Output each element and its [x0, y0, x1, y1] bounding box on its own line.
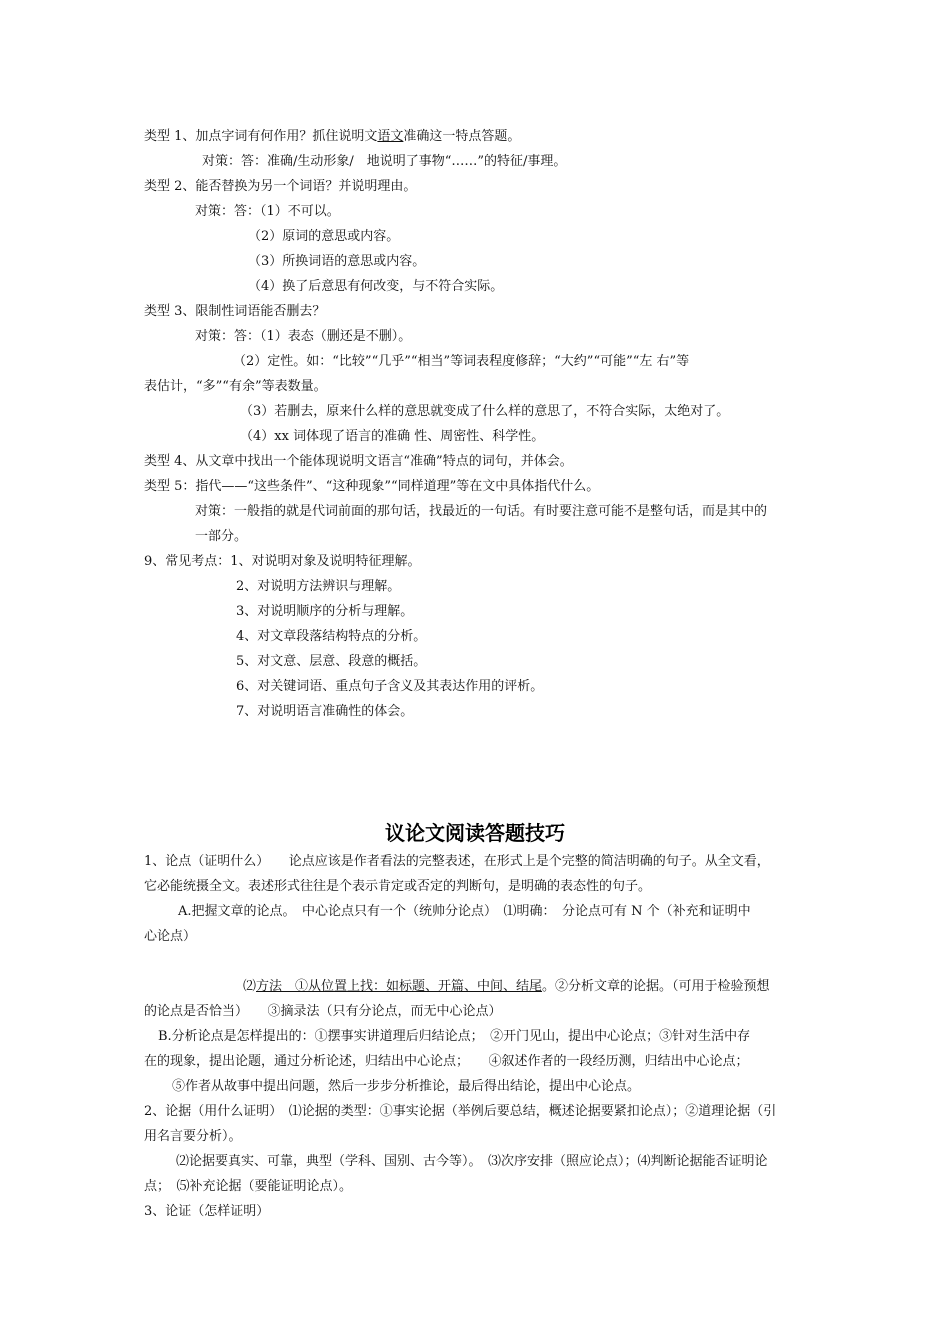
evidence-requirements-line-cont: 点； ⑸补充论据（要能证明论点）。 [144, 1179, 353, 1194]
argument-thesis-line-cont: 它必能统摄全文。表述形式往往是个表示肯定或否定的判断句，是明确的表态性的句子。 [144, 879, 652, 894]
type1-strategy: 对策：答：准确/生动形象/ 地说明了事物“……”的特征/事理。 [202, 154, 567, 169]
exam-point-6: 6、对关键词语、重点句子含义及其表达作用的评析。 [236, 679, 544, 694]
type2-point-3: （3）所换词语的意思或内容。 [248, 254, 426, 269]
method-line-cont: 的论点是否恰当） ③摘录法（只有分论点，而无中心论点） [144, 1004, 502, 1019]
type1-line [144, 128, 520, 146]
argument-thesis-line: 1、论点（证明什么） 论点应该是作者看法的完整表述，在形式上是个完整的简洁明确的句子。从全文看， [144, 854, 770, 869]
type5-strategy: 对策：一般指的就是代词前面的那句话，找最近的一句话。有时要注意可能不是整句话，而是其中的 [195, 504, 768, 519]
type3-heading: 类型 3、限制性词语能否删去？ [144, 304, 326, 319]
evidence-requirements-line: ⑵论据要真实、可靠，典型（学科、国别、古今等）。 ⑶次序安排（照应论点）；⑷判断论据能否证明论 [176, 1154, 768, 1169]
evidence-line: 2、论据（用什么证明） ⑴论据的类型：①事实论据（举例后要总结，概述论据要紧扣论点）；②道理论据（引 [144, 1104, 777, 1119]
type1-text-a: 类型 1、加点字词有何作用？抓住说明文 [144, 129, 378, 144]
type4-heading: 类型 4、从文章中找出一个能体现说明文语言“准确”特点的词句，并体会。 [144, 454, 573, 469]
thesis-origin-line-2: 在的现象，提出论题，通过分析论述，归结出中心论点； ④叙述作者的一段经历测，归结出中心论点； [144, 1054, 749, 1069]
exam-point-2: 2、对说明方法辨识与理解。 [236, 579, 401, 594]
method-underlined: 方法 ①从位置上找：如标题、开篇、中间、结尾 [256, 979, 543, 994]
type2-point-2: （2）原词的意思或内容。 [248, 229, 400, 244]
type2-heading: 类型 2、能否替换为另一个词语？并说明理由。 [144, 179, 417, 194]
type5-heading: 类型 5：指代——“这些条件”、“这种现象”“同样道理”等在文中具体指代什么。 [144, 479, 600, 494]
grasp-thesis-line: A.把握文章的论点。 中心论点只有一个（统帅分论点） ⑴明确： 分论点可有 N 个（补充和证明中 [178, 904, 751, 919]
type3-strategy: 对策：答：（1）表态（删还是不删）。 [195, 329, 412, 344]
exam-point-7: 7、对说明语言准确性的体会。 [236, 704, 414, 719]
type3-point-2-cont: 表估计，“多”“有余”等表数量。 [144, 379, 327, 394]
exam-point-3: 3、对说明顺序的分析与理解。 [236, 604, 414, 619]
type2-point-4: （4）换了后意思有何改变，与不符合实际。 [248, 279, 504, 294]
thesis-origin-line-3: ⑤作者从故事中提出问题，然后一步步分析推论，最后得出结论，提出中心论点。 [172, 1079, 641, 1094]
argumentation-heading: 3、论证（怎样证明） [144, 1204, 270, 1219]
thesis-origin-line: B.分析论点是怎样提出的：①摆事实讲道理后归结论点； ②开门见山，提出中心论点；③针对生活中存 [158, 1029, 751, 1044]
type1-text-c: 准确这一特点答题。 [403, 129, 521, 144]
type2-strategy: 对策：答：（1）不可以。 [195, 204, 340, 219]
exam-points-heading: 9、常见考点：1、对说明对象及说明特征理解。 [144, 554, 421, 569]
type1-underlined-word: 语文 [377, 129, 404, 144]
evidence-line-cont: 用名言要分析）。 [144, 1129, 242, 1144]
type3-point-4: （4）xx 词体现了语言的准确 性、周密性、科学性。 [240, 429, 545, 444]
type3-point-2: （2）定性。如：“比较”“几乎”“相当”等词表程度修辞；“大约”“可能”“左 右”等 [233, 354, 690, 369]
grasp-thesis-line-cont: 心论点） [144, 929, 197, 944]
type5-strategy-cont: 一部分。 [195, 529, 248, 544]
type3-point-3: （3）若删去，原来什么样的意思就变成了什么样的意思了，不符合实际，太绝对了。 [240, 404, 730, 419]
exam-point-5: 5、对文意、层意、段意的概括。 [236, 654, 427, 669]
method-rest: 。②分析文章的论据。（可用于检验预想 [542, 979, 770, 994]
section-title: 议论文阅读答题技巧 [385, 821, 565, 845]
exam-point-4: 4、对文章段落结构特点的分析。 [236, 629, 427, 644]
method-marker: ⑵ [243, 979, 257, 994]
method-line [243, 978, 770, 996]
